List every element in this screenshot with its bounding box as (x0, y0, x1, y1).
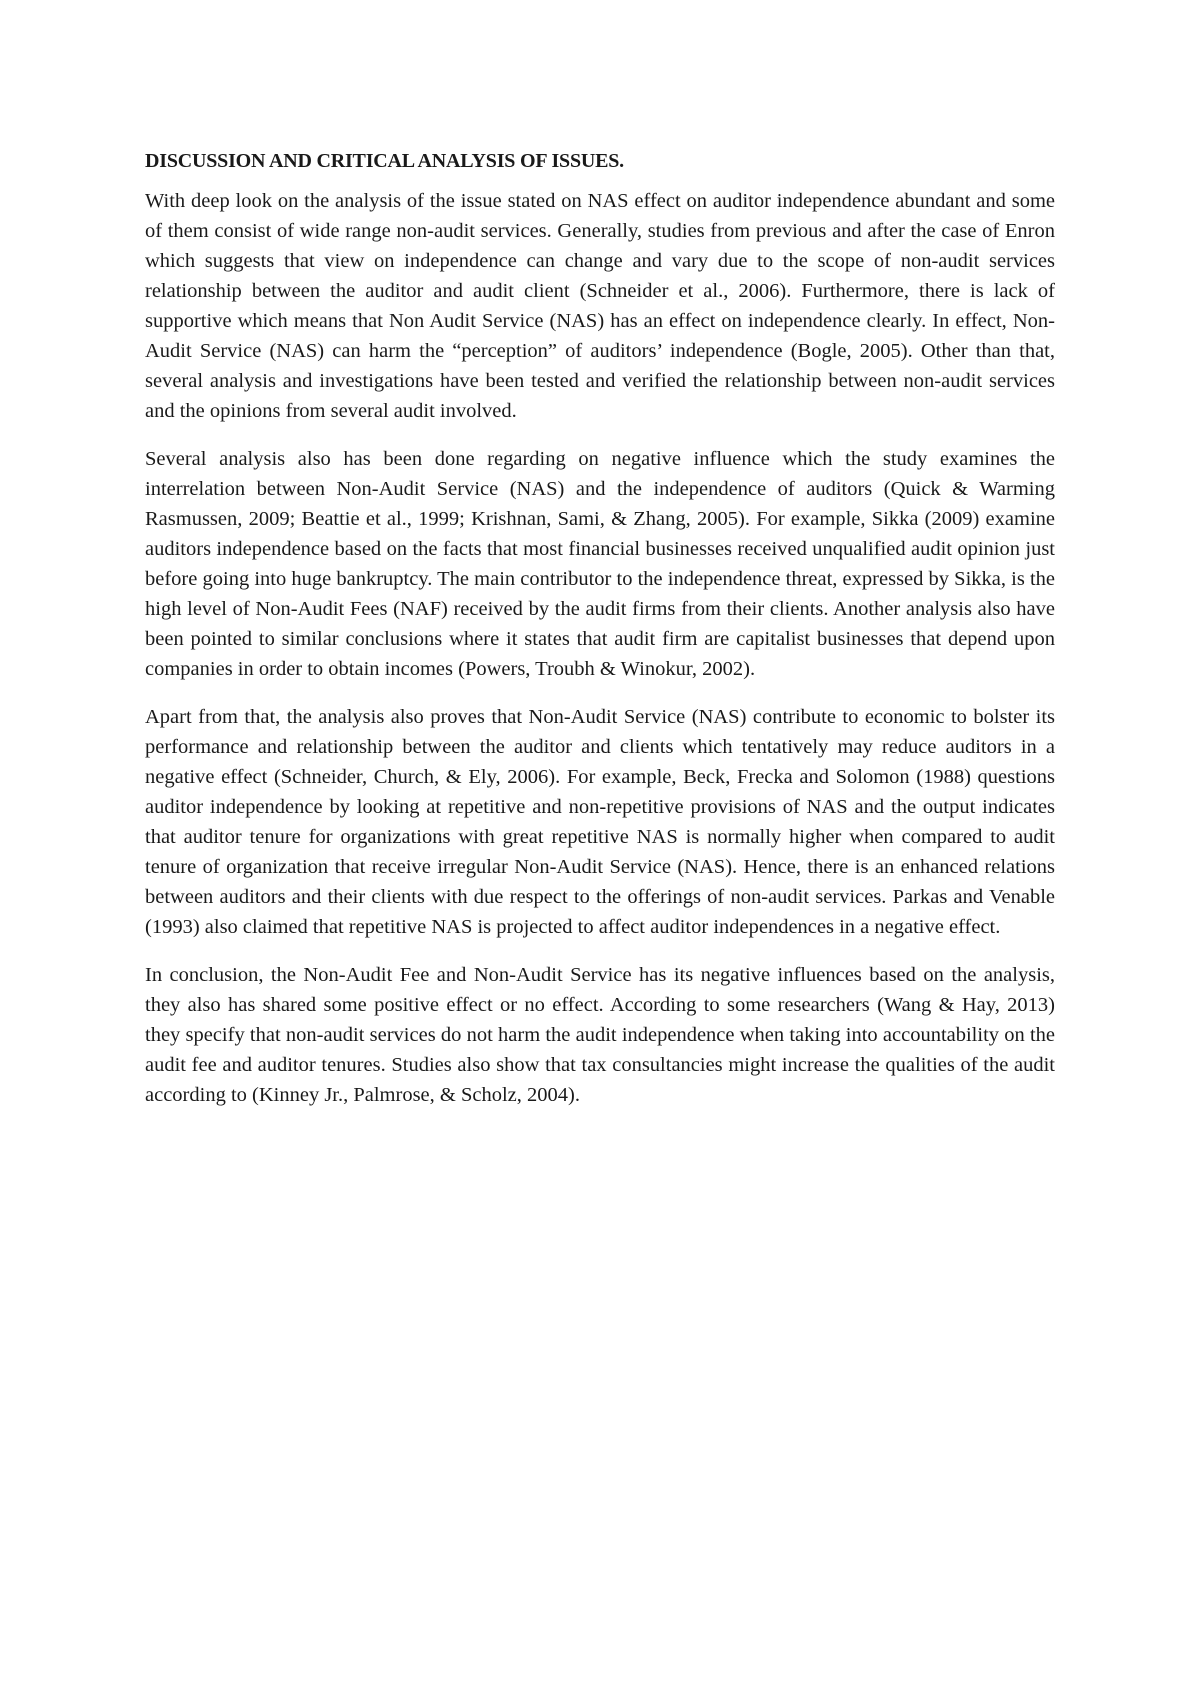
paragraph-1: With deep look on the analysis of the issue stated on NAS effect on auditor independence abundant and some of them consist of wide range non-audit services. Generally, studies from previous and after the case of Enron which suggests that view on independence can change and vary due to the scope of non-audit services relationship between the auditor and audit client (Schneider et al., 2006). Furthermore, there is lack of supportive which means that Non Audit Service (NAS) has an effect on independence clearly. In effect, Non-Audit Service (NAS) can harm the “perception” of auditors’ independence (Bogle, 2005). Other than that, several analysis and investigations have been tested and verified the relationship between non-audit services and the opinions from several audit involved. (145, 190, 1055, 422)
section-heading: DISCUSSION AND CRITICAL ANALYSIS OF ISSUES. (145, 150, 624, 172)
paragraph-2: Several analysis also has been done regarding on negative influence which the study examines the interrelation between Non-Audit Service (NAS) and the independence of auditors (Quick & Warming Rasmussen, 2009; Beattie et al., 1999; Krishnan, Sami, & Zhang, 2005). For example, Sikka (2009) examine auditors independence based on the facts that most financial businesses received unqualified audit opinion just before going into huge bankruptcy. The main contributor to the independence threat, expressed by Sikka, is the high level of Non-Audit Fees (NAF) received by the audit firms from their clients. Another analysis also have been pointed to similar conclusions where it states that audit firm are capitalist businesses that depend upon companies in order to obtain incomes (Powers, Troubh & Winokur, 2002). (145, 448, 1055, 680)
paragraph-4: In conclusion, the Non-Audit Fee and Non-Audit Service has its negative influences based on the analysis, they also has shared some positive effect or no effect. According to some researchers (Wang & Hay, 2013) they specify that non-audit services do not harm the audit independence when taking into accountability on the audit fee and auditor tenures. Studies also show that tax consultancies might increase the qualities of the audit according to (Kinney Jr., Palmrose, & Scholz, 2004). (145, 964, 1055, 1106)
document-body (145, 146, 1055, 1128)
paragraph-3: Apart from that, the analysis also proves that Non-Audit Service (NAS) contribute to economic to bolster its performance and relationship between the auditor and clients which tentatively may reduce auditors in a negative effect (Schneider, Church, & Ely, 2006). For example, Beck, Frecka and Solomon (1988) questions auditor independence by looking at repetitive and non-repetitive provisions of NAS and the output indicates that auditor tenure for organizations with great repetitive NAS is normally higher when compared to audit tenure of organization that receive irregular Non-Audit Service (NAS). Hence, there is an enhanced relations between auditors and their clients with due respect to the offerings of non-audit services. Parkas and Venable (1993) also claimed that repetitive NAS is projected to affect auditor independences in a negative effect. (145, 706, 1055, 938)
